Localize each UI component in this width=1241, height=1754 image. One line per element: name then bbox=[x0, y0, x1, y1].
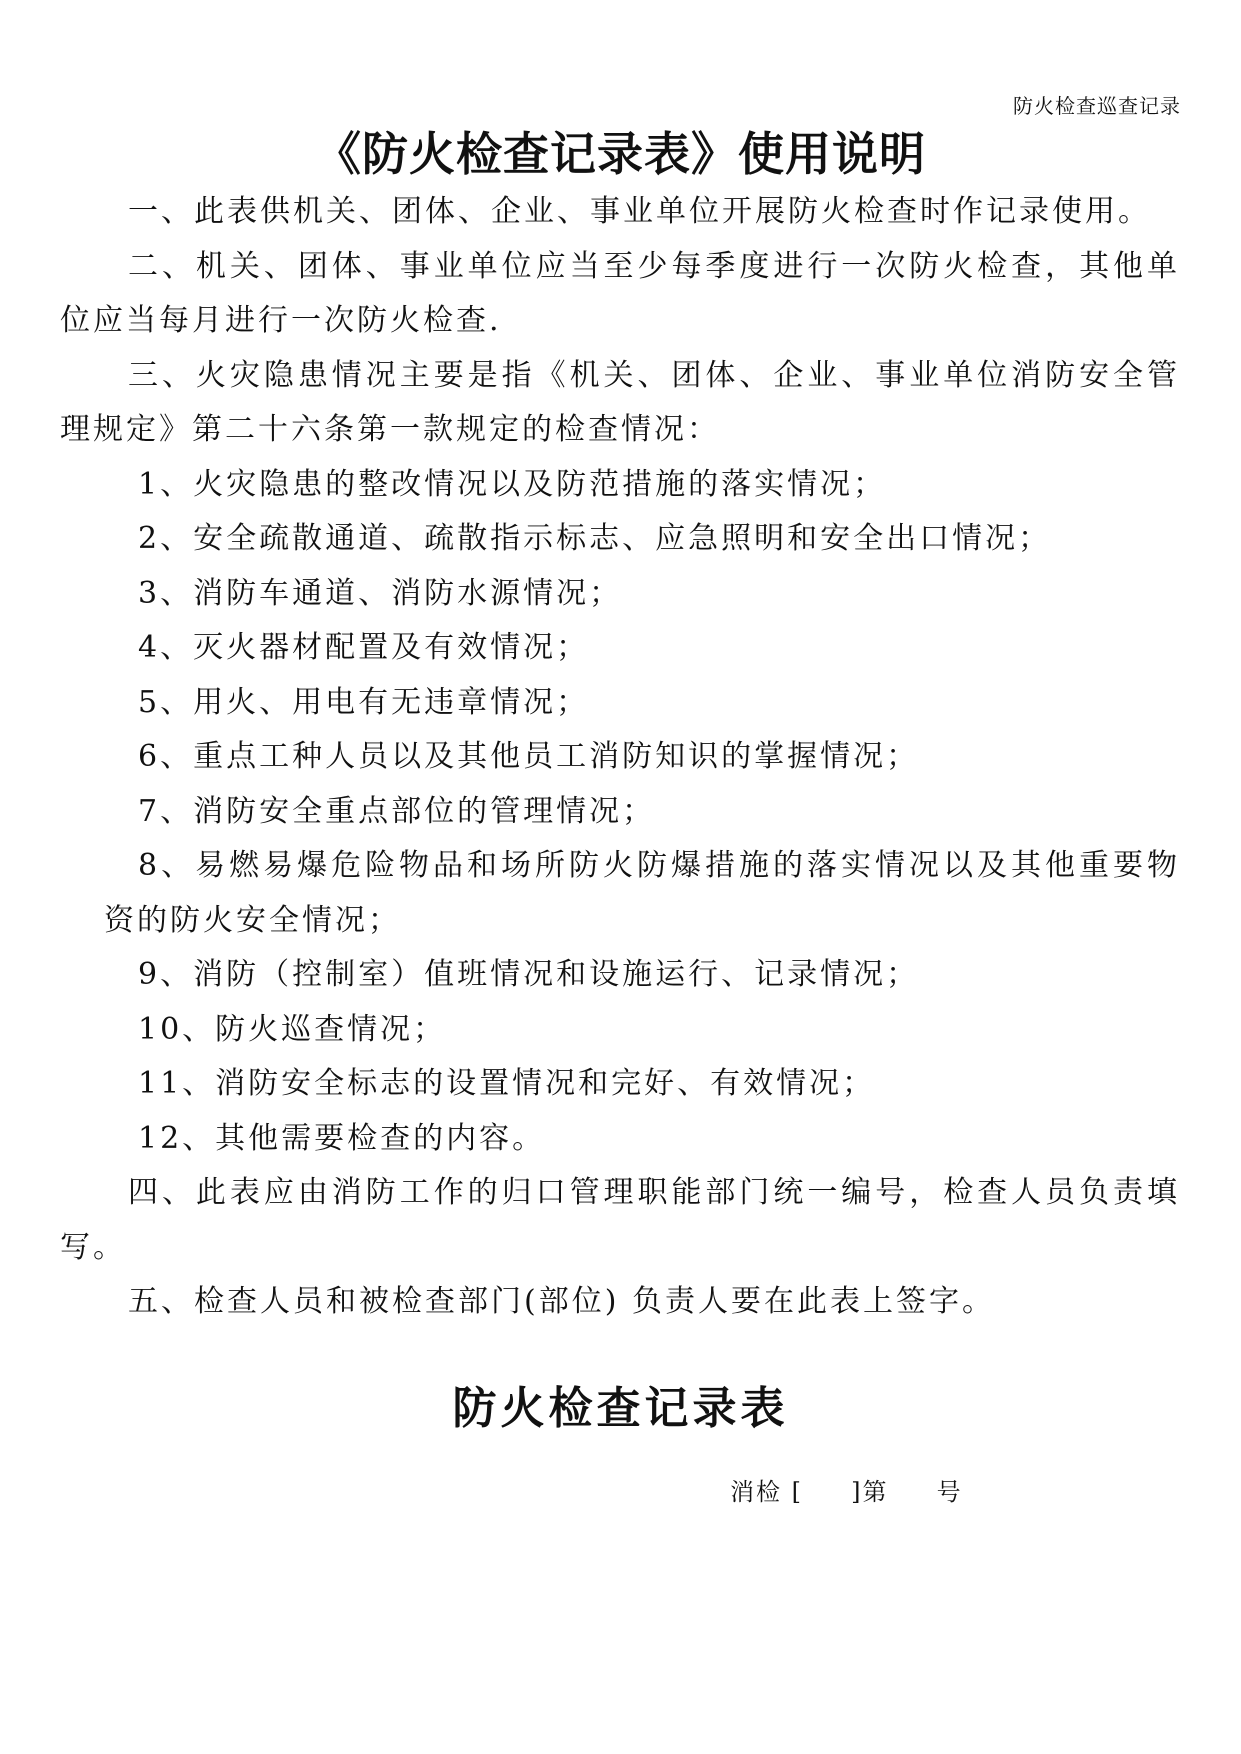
list-item-3: 3、消防车通道、消防水源情况； bbox=[138, 575, 623, 611]
form-title: 防火检查记录表 bbox=[452, 1383, 789, 1434]
document-title: 《防火检查记录表》使用说明 bbox=[315, 127, 926, 181]
list-item-11: 11、消防安全标志的设置情况和完好、有效情况； bbox=[138, 1066, 876, 1101]
list-item-12: 12、其他需要检查的内容。 bbox=[138, 1120, 546, 1156]
list-item-6: 6、重点工种人员以及其他员工消防知识的掌握情况； bbox=[138, 739, 920, 774]
list-item-10: 10、防火巡查情况； bbox=[138, 1011, 447, 1047]
list-item-5: 5、用火、用电有无违章情况； bbox=[138, 684, 590, 720]
paragraph-2: 二、机关、团体、事业单位应当至少每季度进行一次防火检查，其他单位应当每月进行一次防火检查. bbox=[60, 248, 1180, 338]
form-number-line: 消检 [ ]第 号 bbox=[730, 1478, 963, 1506]
list-item-4: 4、灭火器材配置及有效情况； bbox=[138, 630, 590, 665]
paragraph-3: 三、火灾隐患情况主要是指《机关、团体、企业、事业单位消防安全管理规定》第二十六条第一款规定的检查情况： bbox=[60, 357, 1180, 447]
list-item-2: 2、安全疏散通道、疏散指示标志、应急照明和安全出口情况； bbox=[138, 521, 1052, 556]
list-item-9: 9、消防（控制室）值班情况和设施运行、记录情况； bbox=[138, 957, 920, 992]
paragraph-5: 五、检查人员和被检查部门(部位) 负责人要在此表上签字。 bbox=[128, 1284, 995, 1319]
paragraph-4: 四、此表应由消防工作的归口管理职能部门统一编号，检查人员负责填写。 bbox=[60, 1175, 1180, 1265]
instructions-body bbox=[60, 185, 1180, 1330]
list-item-1: 1、火灾隐患的整改情况以及防范措施的落实情况； bbox=[138, 466, 887, 502]
paragraph-1: 一、此表供机关、团体、企业、事业单位开展防火检查时作记录使用。 bbox=[128, 194, 1151, 229]
list-item-7: 7、消防安全重点部位的管理情况； bbox=[138, 793, 656, 829]
running-header: 防火检查巡查记录 bbox=[1013, 94, 1181, 118]
list-item-8: 8、易燃易爆危险物品和场所防火防爆措施的落实情况以及其他重要物资的防火安全情况； bbox=[104, 848, 1180, 938]
